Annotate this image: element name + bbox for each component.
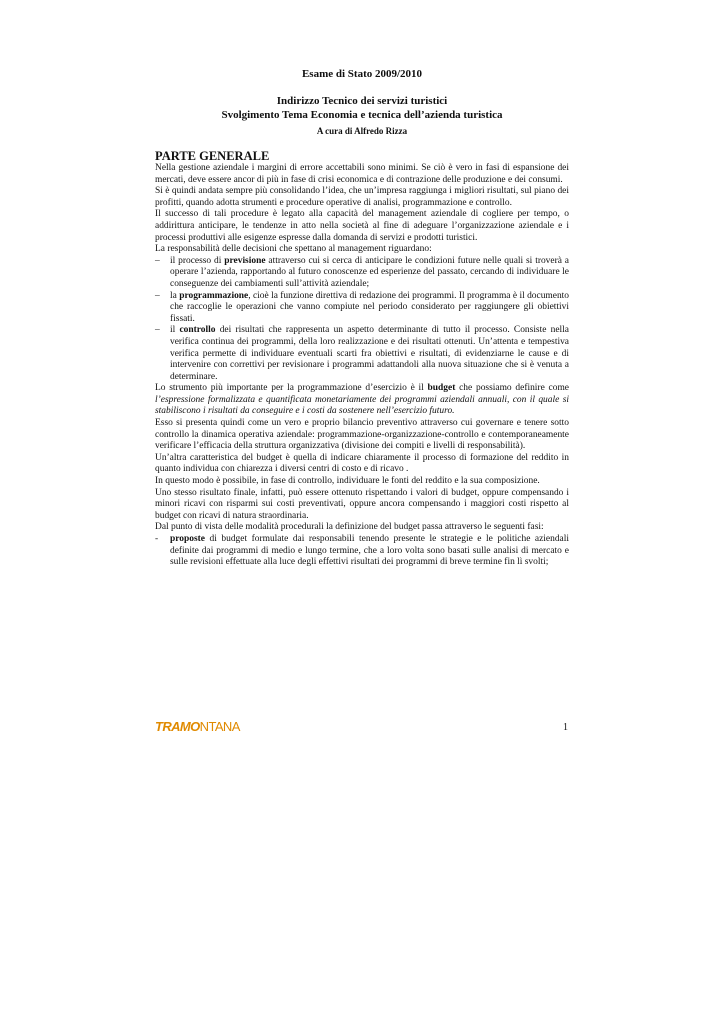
list-item: – la programmazione, cioè la funzione direttiva di redazione dei programmi. Il programma è il documento che raccoglie le operazioni che vanno compiute nel periodo considerato per raggiungere gli obiettivi fissati. — [155, 290, 570, 324]
paragraph: Uno stesso risultato finale, infatti, può essere ottenuto rispettando i valori di budget, oppure compensando i minori ricavi con risparmi sui costi preventivati, oppure ancora compensando i maggiori costi rispetto al budget con ricavi di natura straordinaria. — [155, 487, 569, 521]
logo-part2: NTANA — [199, 719, 240, 734]
keyword: controllo — [179, 325, 216, 336]
paragraph: Dal punto di vista delle modalità procedurali la definizione del budget passa attraverso le seguenti fasi: — [155, 522, 544, 533]
list-marker: – — [155, 290, 160, 301]
list-item: – il processo di previsione attraverso cui si cerca di anticipare le condizioni future nelle quali si troverà a operare l’azienda, rapportando al futuro conoscenze ed esperienze del passato, cercando di individuare le conseguenze dei cambiamenti sull’attività aziendale; — [155, 255, 569, 289]
author-line: A cura di Alfredo Rizza — [316, 126, 408, 136]
keyword: proposte — [170, 534, 205, 544]
paragraph: La responsabilità delle decisioni che spettano al management riguardano: — [155, 244, 432, 255]
paragraph: In questo modo è possibile, in fase di controllo, individuare le fonti del reddito e la sua composizione. — [155, 476, 540, 487]
section-title: PARTE GENERALE — [155, 149, 270, 163]
keyword: previsione — [224, 255, 266, 266]
subject-title: Svolgimento Tema Economia e tecnica dell’azienda turistica — [221, 109, 503, 121]
track-title: Indirizzo Tecnico dei servizi turistici — [276, 95, 448, 107]
exam-title: Esame di Stato 2009/2010 — [301, 68, 423, 80]
tramontana-logo — [155, 719, 240, 734]
paragraph: Esso si presenta quindi come un vero e proprio bilancio preventivo attraverso cui governare e tenere sotto controllo la dinamica operativa aziendale: programmazione-organizzazione-controllo e contemporaneamente verificare l’efficacia della struttura organizzativa (divisione dei compiti e livelli di responsabilità). — [155, 418, 569, 452]
logo-part1: TRAMO — [155, 719, 200, 734]
document-body — [155, 149, 569, 569]
paragraph: Un’altra caratteristica del budget è quella di indicare chiaramente il processo di formazione del reddito in quanto individua con chiarezza i diversi centri di costo e di ricavo . — [155, 452, 569, 475]
list-item: – il controllo dei risultati che rappresenta un aspetto determinante di tutto il processo. Consiste nella verifica continua dei programmi, della loro realizzazione e dei risultati ottenuti. Un’attenta e tempestiva verifica permette di individuare eventuali scarti fra obiettivi e risultati, di evidenziarne le cause e di intervenire con correttivi per revisionare i programmi adattandoli alla nuova situazione che si è venuta a determinare. — [155, 325, 569, 382]
keyword: programmazione — [179, 290, 249, 301]
keyword: budget — [427, 383, 456, 394]
list-marker: – — [155, 255, 160, 266]
definition: l’espressione formalizzata e quantificata monetariamente dei programmi aziendali annuali, con il quale si stabiliscono i risultati da conseguire e i costi da sostenere nell’esercizio futuro. — [155, 394, 569, 417]
list-marker: - — [155, 534, 159, 544]
list-item: - proposte di budget formulate dai responsabili tenendo presente le strategie e le politiche aziendali definite dai programmi di medio e lungo termine, che a loro volta sono basati sulle analisi di mercato e sulle revisioni effettuate alla luce degli effettivi risultati dei programmi di breve termine fin lì svolti; — [155, 534, 569, 568]
page-number: 1 — [563, 722, 568, 733]
paragraph: Si è quindi andata sempre più consolidando l’idea, che un’impresa raggiunga i migliori risultati, sul piano dei profitti, quando adotta strumenti e procedure operative di analisi, programmazione e controllo. — [155, 186, 569, 208]
list-marker: – — [155, 325, 160, 336]
paragraph: Nella gestione aziendale i margini di errore accettabili sono minimi. Se ciò è vero in fasi di espansione dei mercati, deve essere ancor di più in fase di crisi economica e di contrazione delle produzione e dei consumi. — [155, 163, 569, 185]
paragraph: Il successo di tali procedure è legato alla capacità del management aziendale di cogliere per tempo, o addirittura anticipare, le tendenze in atto nella società al fine di adeguare l’organizzazione aziendale e i processi produttivi alle esigenze espresse dalla domanda di servizi e prodotti turistici. — [155, 209, 569, 243]
paragraph: Lo strumento più importante per la programmazione d’esercizio è il budget che possiamo definire come l’espressione formalizzata e quantificata monetariamente dei programmi aziendali annuali, con il quale si stabiliscono i risultati da conseguire e i costi da sostenere nell’esercizio futuro. — [155, 383, 569, 417]
